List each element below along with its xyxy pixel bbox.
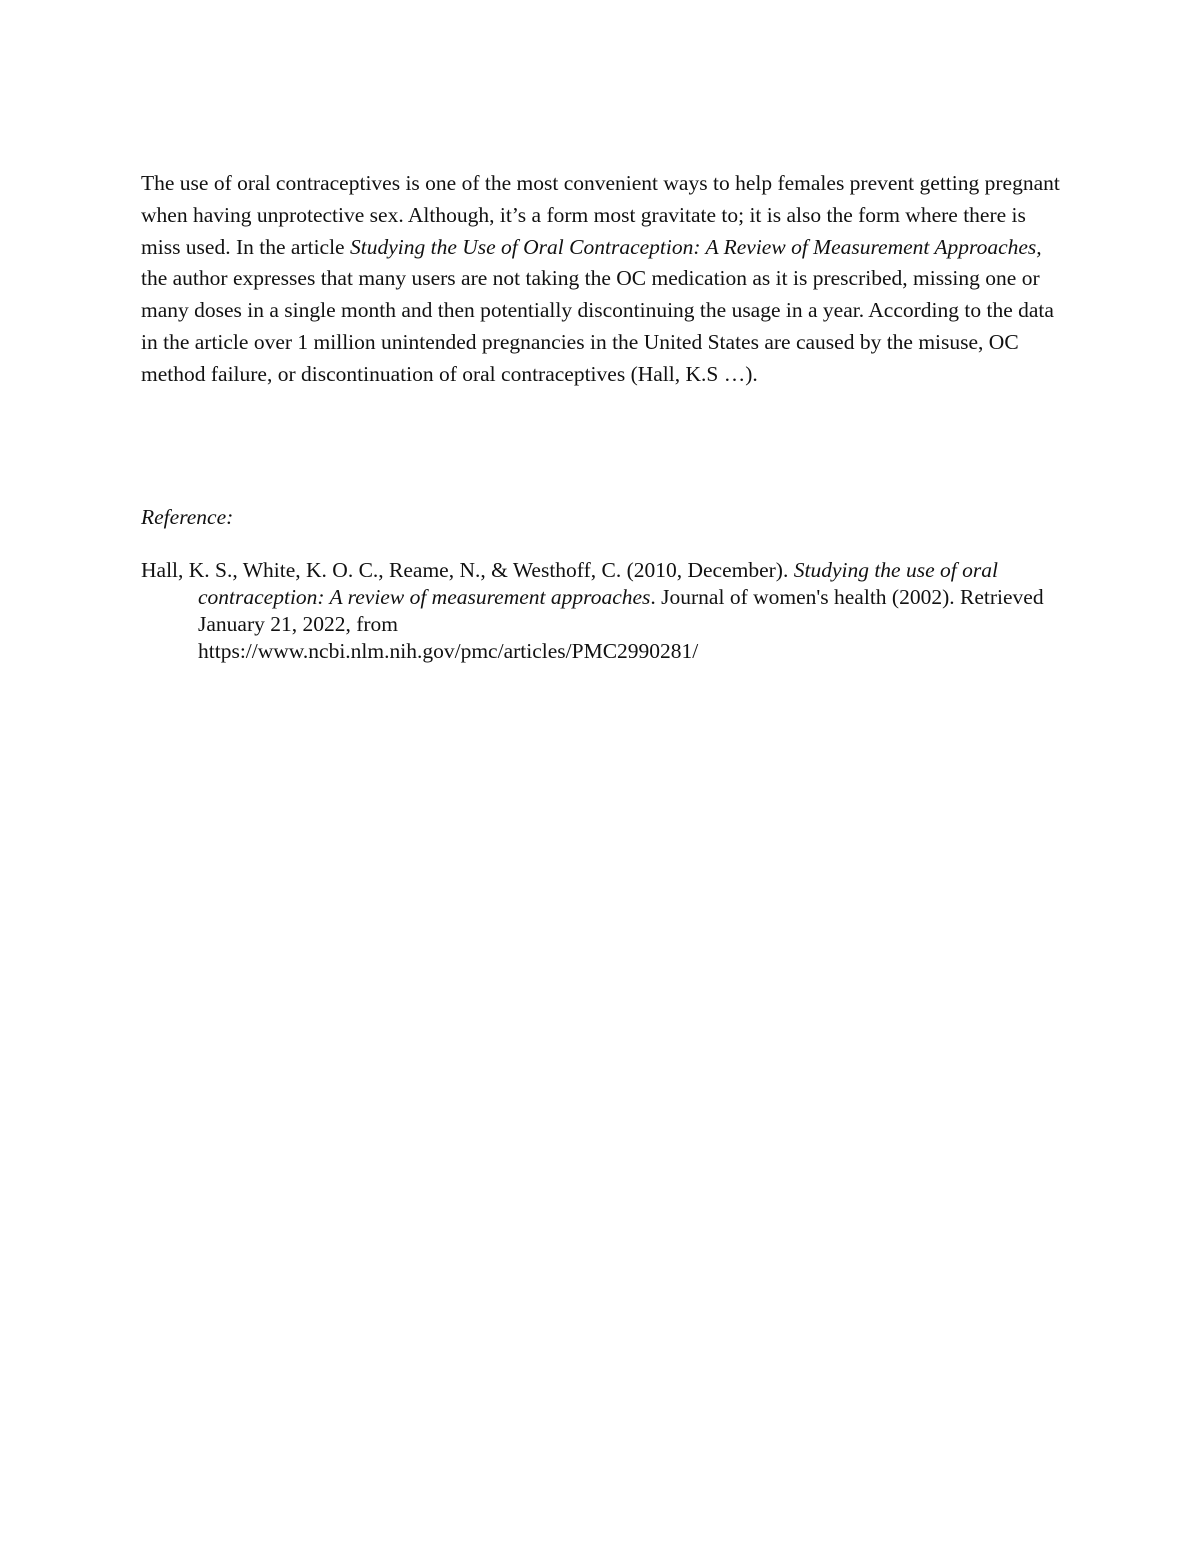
reference-source: . Journal of women's health (2002). Retrieved January 21, 2022, from: [198, 585, 1044, 636]
paragraph-text-end: the author expresses that many users are not taking the OC medication as it is prescribed, missing one or many doses in a single month and then potentially discontinuing the usage in a year. According to the data in the article over 1 million unintended pregnancies in the United States are caused by the misuse, OC method failure, or discontinuation of oral contraceptives (Hall, K.S …).: [141, 266, 1054, 386]
reference-authors-date: Hall, K. S., White, K. O. C., Reame, N., & Westhoff, C. (2010, December).: [141, 558, 794, 582]
reference-entry: [141, 557, 1061, 665]
reference-title: Studying the use of oral contraception: A review of measurement approaches: [198, 558, 998, 609]
paragraph-text-start: The use of oral contraceptives is one of the most convenient ways to help females prevent getting pregnant when having unprotective sex. Although, it’s a form most gravitate to; it is also the form where there is miss used. In the article: [141, 171, 1060, 259]
article-title: Studying the Use of Oral Contraception: A Review of Measurement Approaches,: [349, 234, 1042, 259]
reference-heading: Reference:: [141, 505, 234, 529]
body-paragraph: [141, 168, 1061, 391]
reference-url: https://www.ncbi.nlm.nih.gov/pmc/articles/PMC2990281/: [198, 639, 699, 663]
